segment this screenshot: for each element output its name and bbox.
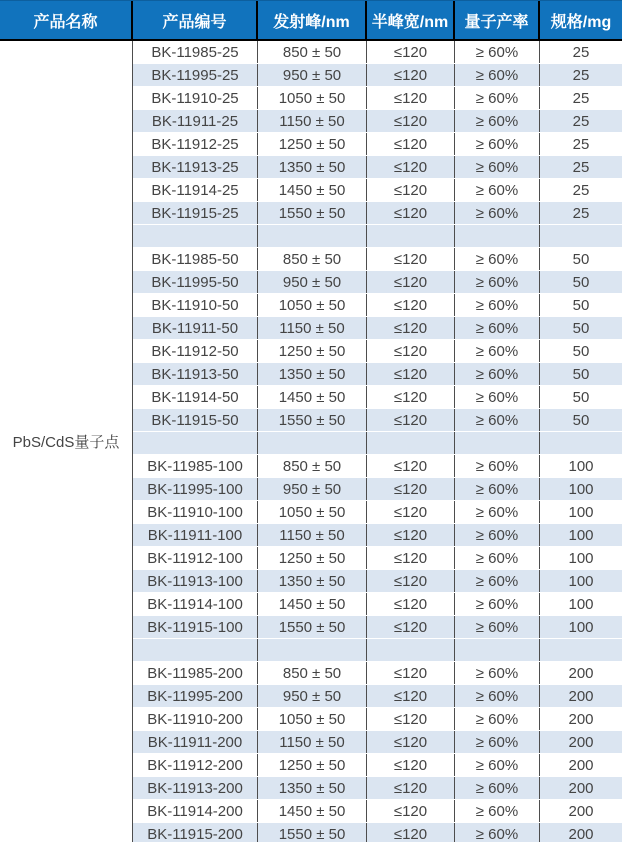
product-code-cell: BK-11914-100 bbox=[133, 593, 258, 615]
quantum-yield-cell: ≥ 60% bbox=[455, 777, 540, 799]
table-row bbox=[133, 386, 622, 409]
emission-peak-cell: 1450 ± 50 bbox=[258, 800, 367, 822]
quantum-yield-cell: ≥ 60% bbox=[455, 754, 540, 776]
fwhm-cell: ≤120 bbox=[367, 271, 455, 293]
product-code-cell: BK-11913-50 bbox=[133, 363, 258, 385]
quantum-yield-cell: ≥ 60% bbox=[455, 662, 540, 684]
quantum-yield-cell: ≥ 60% bbox=[455, 64, 540, 86]
fwhm-cell: ≤120 bbox=[367, 294, 455, 316]
empty-cell bbox=[367, 432, 455, 454]
product-code-cell: BK-11912-25 bbox=[133, 133, 258, 155]
spec-cell: 25 bbox=[572, 181, 590, 199]
quantum-yield-cell: ≥ 60% bbox=[455, 271, 540, 293]
empty-cell bbox=[367, 639, 455, 661]
product-code-cell: BK-11911-50 bbox=[133, 317, 258, 339]
product-code-cell: BK-11913-25 bbox=[133, 156, 258, 178]
table-row bbox=[133, 87, 622, 110]
emission-peak-cell: 950 ± 50 bbox=[258, 685, 367, 707]
product-code-cell: BK-11912-50 bbox=[133, 340, 258, 362]
table-row bbox=[133, 340, 622, 363]
fwhm-cell: ≤120 bbox=[367, 340, 455, 362]
emission-peak-cell: 1050 ± 50 bbox=[258, 294, 367, 316]
product-code-cell: BK-11985-50 bbox=[133, 248, 258, 270]
quantum-yield-cell: ≥ 60% bbox=[455, 317, 540, 339]
spec-cell: 100 bbox=[568, 572, 594, 590]
quantum-yield-cell: ≥ 60% bbox=[455, 685, 540, 707]
emission-peak-cell: 1550 ± 50 bbox=[258, 202, 367, 224]
fwhm-cell: ≤120 bbox=[367, 593, 455, 615]
table-body bbox=[0, 41, 622, 842]
emission-peak-cell: 1550 ± 50 bbox=[258, 823, 367, 842]
product-code-cell: BK-11995-200 bbox=[133, 685, 258, 707]
emission-peak-cell: 1350 ± 50 bbox=[258, 363, 367, 385]
group-separator-row bbox=[133, 225, 622, 248]
product-code-cell: BK-11910-25 bbox=[133, 87, 258, 109]
product-code-cell: BK-11915-100 bbox=[133, 616, 258, 638]
spec-cell: 200 bbox=[568, 664, 594, 682]
spec-cell: 100 bbox=[568, 526, 594, 544]
fwhm-cell: ≤120 bbox=[367, 478, 455, 500]
emission-peak-cell: 1350 ± 50 bbox=[258, 777, 367, 799]
column-header-product-code: 产品编号 bbox=[133, 1, 258, 39]
quantum-yield-cell: ≥ 60% bbox=[455, 501, 540, 523]
quantum-yield-cell: ≥ 60% bbox=[455, 87, 540, 109]
empty-cell bbox=[133, 639, 258, 661]
emission-peak-cell: 850 ± 50 bbox=[258, 41, 367, 63]
spec-cell: 25 bbox=[572, 66, 590, 84]
emission-peak-cell: 1150 ± 50 bbox=[258, 731, 367, 753]
emission-peak-cell: 1450 ± 50 bbox=[258, 179, 367, 201]
quantum-yield-cell: ≥ 60% bbox=[455, 133, 540, 155]
table-row bbox=[133, 524, 622, 547]
fwhm-cell: ≤120 bbox=[367, 156, 455, 178]
fwhm-cell: ≤120 bbox=[367, 409, 455, 431]
fwhm-cell: ≤120 bbox=[367, 363, 455, 385]
fwhm-cell: ≤120 bbox=[367, 570, 455, 592]
table-row bbox=[133, 294, 622, 317]
fwhm-cell: ≤120 bbox=[367, 110, 455, 132]
spec-cell: 50 bbox=[572, 296, 590, 314]
table-row bbox=[133, 501, 622, 524]
emission-peak-cell: 1350 ± 50 bbox=[258, 156, 367, 178]
product-code-cell: BK-11913-200 bbox=[133, 777, 258, 799]
empty-cell bbox=[258, 225, 367, 247]
table-row bbox=[133, 64, 622, 87]
product-code-cell: BK-11911-200 bbox=[133, 731, 258, 753]
product-code-cell: BK-11985-25 bbox=[133, 41, 258, 63]
spec-cell: 50 bbox=[572, 250, 590, 268]
fwhm-cell: ≤120 bbox=[367, 386, 455, 408]
column-header-product-name: 产品名称 bbox=[0, 1, 133, 39]
emission-peak-cell: 850 ± 50 bbox=[258, 662, 367, 684]
spec-cell: 50 bbox=[572, 365, 590, 383]
quantum-yield-cell: ≥ 60% bbox=[455, 593, 540, 615]
product-code-cell: BK-11915-50 bbox=[133, 409, 258, 431]
emission-peak-cell: 1050 ± 50 bbox=[258, 708, 367, 730]
product-code-cell: BK-11995-25 bbox=[133, 64, 258, 86]
fwhm-cell: ≤120 bbox=[367, 501, 455, 523]
spec-cell: 200 bbox=[568, 756, 594, 774]
fwhm-cell: ≤120 bbox=[367, 708, 455, 730]
emission-peak-cell: 1450 ± 50 bbox=[258, 386, 367, 408]
product-code-cell: BK-11914-200 bbox=[133, 800, 258, 822]
product-code-cell: BK-11910-100 bbox=[133, 501, 258, 523]
table-row bbox=[133, 754, 622, 777]
product-code-cell: BK-11910-200 bbox=[133, 708, 258, 730]
product-code-cell: BK-11912-200 bbox=[133, 754, 258, 776]
quantum-yield-cell: ≥ 60% bbox=[455, 110, 540, 132]
fwhm-cell: ≤120 bbox=[367, 87, 455, 109]
spec-cell: 25 bbox=[572, 135, 590, 153]
fwhm-cell: ≤120 bbox=[367, 455, 455, 477]
spec-cell: 50 bbox=[572, 342, 590, 360]
emission-peak-cell: 950 ± 50 bbox=[258, 271, 367, 293]
spec-cell: 50 bbox=[572, 273, 590, 291]
spec-cell: 200 bbox=[568, 687, 594, 705]
spec-cell: 50 bbox=[572, 411, 590, 429]
product-code-cell: BK-11915-200 bbox=[133, 823, 258, 842]
fwhm-cell: ≤120 bbox=[367, 202, 455, 224]
quantum-yield-cell: ≥ 60% bbox=[455, 455, 540, 477]
fwhm-cell: ≤120 bbox=[367, 317, 455, 339]
emission-peak-cell: 1050 ± 50 bbox=[258, 501, 367, 523]
spec-cell: 100 bbox=[568, 503, 594, 521]
quantum-yield-cell: ≥ 60% bbox=[455, 409, 540, 431]
table-row bbox=[133, 248, 622, 271]
table-row bbox=[133, 455, 622, 478]
product-code-cell: BK-11985-200 bbox=[133, 662, 258, 684]
emission-peak-cell: 1550 ± 50 bbox=[258, 409, 367, 431]
fwhm-cell: ≤120 bbox=[367, 800, 455, 822]
group-separator-row bbox=[133, 432, 622, 455]
emission-peak-cell: 1150 ± 50 bbox=[258, 524, 367, 546]
emission-peak-cell: 850 ± 50 bbox=[258, 248, 367, 270]
quantum-yield-cell: ≥ 60% bbox=[455, 202, 540, 224]
table-row bbox=[133, 800, 622, 823]
table-row bbox=[133, 685, 622, 708]
emission-peak-cell: 1250 ± 50 bbox=[258, 754, 367, 776]
quantum-yield-cell: ≥ 60% bbox=[455, 340, 540, 362]
emission-peak-cell: 950 ± 50 bbox=[258, 64, 367, 86]
table-row bbox=[133, 409, 622, 432]
quantum-yield-cell: ≥ 60% bbox=[455, 248, 540, 270]
product-code-cell: BK-11995-100 bbox=[133, 478, 258, 500]
empty-cell bbox=[455, 639, 540, 661]
table-row bbox=[133, 616, 622, 639]
emission-peak-cell: 1150 ± 50 bbox=[258, 110, 367, 132]
fwhm-cell: ≤120 bbox=[367, 64, 455, 86]
empty-cell bbox=[133, 225, 258, 247]
quantum-yield-cell: ≥ 60% bbox=[455, 800, 540, 822]
group-separator-row bbox=[133, 639, 622, 662]
product-code-cell: BK-11911-25 bbox=[133, 110, 258, 132]
fwhm-cell: ≤120 bbox=[367, 662, 455, 684]
table-row bbox=[133, 202, 622, 225]
spec-cell: 25 bbox=[572, 158, 590, 176]
spec-cell: 200 bbox=[568, 825, 594, 842]
table-row bbox=[133, 133, 622, 156]
emission-peak-cell: 1550 ± 50 bbox=[258, 616, 367, 638]
table-row bbox=[133, 662, 622, 685]
empty-cell bbox=[540, 225, 622, 247]
table-row bbox=[133, 179, 622, 202]
product-code-cell: BK-11915-25 bbox=[133, 202, 258, 224]
quantum-yield-cell: ≥ 60% bbox=[455, 363, 540, 385]
fwhm-cell: ≤120 bbox=[367, 731, 455, 753]
product-code-cell: BK-11985-100 bbox=[133, 455, 258, 477]
spec-cell: 25 bbox=[572, 43, 590, 61]
quantum-yield-cell: ≥ 60% bbox=[455, 731, 540, 753]
quantum-yield-cell: ≥ 60% bbox=[455, 294, 540, 316]
product-code-cell: BK-11912-100 bbox=[133, 547, 258, 569]
data-rows bbox=[133, 41, 622, 842]
table-row bbox=[133, 547, 622, 570]
emission-peak-cell: 850 ± 50 bbox=[258, 455, 367, 477]
quantum-yield-cell: ≥ 60% bbox=[455, 616, 540, 638]
quantum-yield-cell: ≥ 60% bbox=[455, 179, 540, 201]
quantum-yield-cell: ≥ 60% bbox=[455, 478, 540, 500]
emission-peak-cell: 1250 ± 50 bbox=[258, 340, 367, 362]
quantum-yield-cell: ≥ 60% bbox=[455, 547, 540, 569]
spec-cell: 200 bbox=[568, 779, 594, 797]
fwhm-cell: ≤120 bbox=[367, 179, 455, 201]
column-header-quantum-yield: 量子产率 bbox=[455, 1, 540, 39]
column-header-fwhm: 半峰宽/nm bbox=[367, 1, 455, 39]
spec-cell: 200 bbox=[568, 733, 594, 751]
empty-cell bbox=[133, 432, 258, 454]
empty-cell bbox=[455, 432, 540, 454]
emission-peak-cell: 1050 ± 50 bbox=[258, 87, 367, 109]
table-row bbox=[133, 731, 622, 754]
quantum-yield-cell: ≥ 60% bbox=[455, 41, 540, 63]
table-row bbox=[133, 317, 622, 340]
fwhm-cell: ≤120 bbox=[367, 616, 455, 638]
spec-cell: 25 bbox=[572, 204, 590, 222]
fwhm-cell: ≤120 bbox=[367, 41, 455, 63]
fwhm-cell: ≤120 bbox=[367, 754, 455, 776]
fwhm-cell: ≤120 bbox=[367, 777, 455, 799]
quantum-yield-cell: ≥ 60% bbox=[455, 156, 540, 178]
table-header-row bbox=[0, 0, 622, 41]
table-row bbox=[133, 478, 622, 501]
emission-peak-cell: 1150 ± 50 bbox=[258, 317, 367, 339]
product-name-cell: PbS/CdS量子点 bbox=[0, 41, 133, 842]
fwhm-cell: ≤120 bbox=[367, 823, 455, 842]
emission-peak-cell: 1250 ± 50 bbox=[258, 547, 367, 569]
spec-cell: 50 bbox=[572, 319, 590, 337]
table-row bbox=[133, 708, 622, 731]
spec-cell: 200 bbox=[568, 710, 594, 728]
table-row bbox=[133, 41, 622, 64]
product-code-cell: BK-11910-50 bbox=[133, 294, 258, 316]
emission-peak-cell: 1250 ± 50 bbox=[258, 133, 367, 155]
spec-cell: 25 bbox=[572, 112, 590, 130]
fwhm-cell: ≤120 bbox=[367, 685, 455, 707]
empty-cell bbox=[258, 432, 367, 454]
product-code-cell: BK-11913-100 bbox=[133, 570, 258, 592]
empty-cell bbox=[455, 225, 540, 247]
empty-cell bbox=[540, 432, 622, 454]
table-row bbox=[133, 271, 622, 294]
table-row bbox=[133, 110, 622, 133]
spec-cell: 25 bbox=[572, 89, 590, 107]
spec-cell: 100 bbox=[568, 549, 594, 567]
emission-peak-cell: 1350 ± 50 bbox=[258, 570, 367, 592]
spec-cell: 100 bbox=[568, 457, 594, 475]
spec-cell: 200 bbox=[568, 802, 594, 820]
table-row bbox=[133, 593, 622, 616]
spec-cell: 100 bbox=[568, 480, 594, 498]
empty-cell bbox=[540, 639, 622, 661]
column-header-emission-peak: 发射峰/nm bbox=[258, 1, 367, 39]
product-code-cell: BK-11914-25 bbox=[133, 179, 258, 201]
quantum-yield-cell: ≥ 60% bbox=[455, 708, 540, 730]
spec-cell: 50 bbox=[572, 388, 590, 406]
table-row bbox=[133, 363, 622, 386]
empty-cell bbox=[367, 225, 455, 247]
fwhm-cell: ≤120 bbox=[367, 248, 455, 270]
fwhm-cell: ≤120 bbox=[367, 547, 455, 569]
fwhm-cell: ≤120 bbox=[367, 524, 455, 546]
spec-cell: 100 bbox=[568, 595, 594, 613]
table-row bbox=[133, 156, 622, 179]
product-code-cell: BK-11995-50 bbox=[133, 271, 258, 293]
empty-cell bbox=[258, 639, 367, 661]
product-code-cell: BK-11911-100 bbox=[133, 524, 258, 546]
spec-cell: 100 bbox=[568, 618, 594, 636]
table-row bbox=[133, 777, 622, 800]
quantum-yield-cell: ≥ 60% bbox=[455, 823, 540, 842]
quantum-yield-cell: ≥ 60% bbox=[455, 570, 540, 592]
table-row bbox=[133, 823, 622, 842]
product-code-cell: BK-11914-50 bbox=[133, 386, 258, 408]
quantum-yield-cell: ≥ 60% bbox=[455, 524, 540, 546]
column-header-spec: 规格/mg bbox=[550, 13, 612, 31]
table-row bbox=[133, 570, 622, 593]
emission-peak-cell: 1450 ± 50 bbox=[258, 593, 367, 615]
quantum-yield-cell: ≥ 60% bbox=[455, 386, 540, 408]
emission-peak-cell: 950 ± 50 bbox=[258, 478, 367, 500]
fwhm-cell: ≤120 bbox=[367, 133, 455, 155]
